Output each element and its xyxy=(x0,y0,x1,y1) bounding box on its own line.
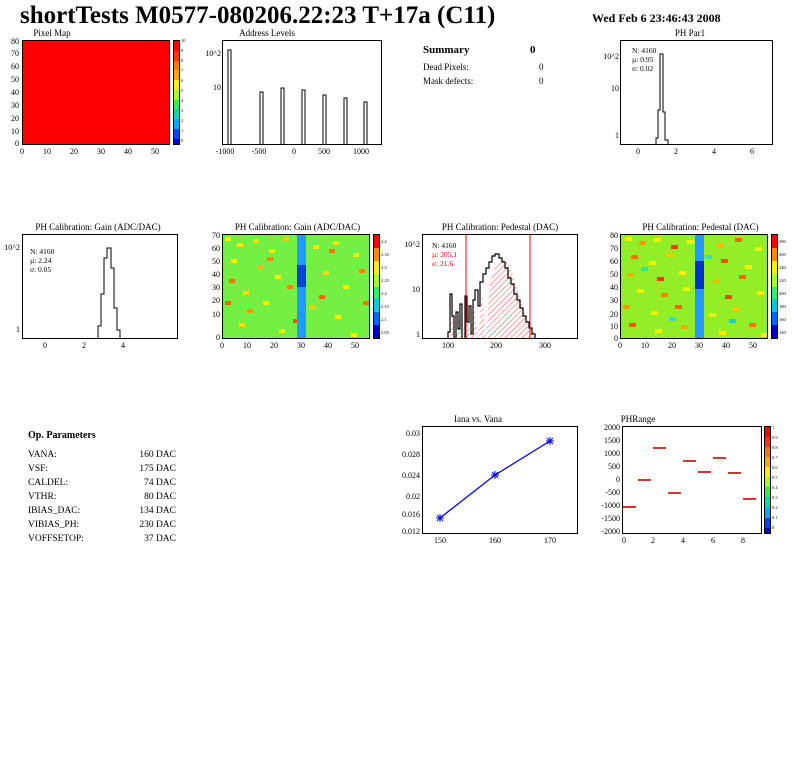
axis-tick-label: 60 xyxy=(610,257,618,266)
address-levels-plot xyxy=(222,40,382,145)
palette-label: 2 xyxy=(181,118,184,123)
op-param-value: 160 DAC xyxy=(139,450,176,460)
iana-vs-vana-title: Iana vs. Vana xyxy=(453,414,503,424)
axis-tick-label: 10^2 xyxy=(205,49,221,58)
palette-label: 4 xyxy=(181,98,184,103)
axis-tick-label: 0.016 xyxy=(402,510,420,519)
axis-tick-label: 40 xyxy=(212,270,220,279)
pedestal-map-pixels xyxy=(621,235,768,339)
pixel-map-title: Pixel Map xyxy=(33,28,71,38)
palette-label: 8 xyxy=(181,58,184,63)
palette-label: 10 xyxy=(181,38,186,43)
axis-tick-label: 0 xyxy=(614,334,618,343)
stat-line: N: 4160 xyxy=(432,241,457,250)
axis-tick-label: 6 xyxy=(711,536,715,545)
axis-tick-label: 0 xyxy=(216,333,220,342)
palette-label: 0.2 xyxy=(772,505,778,510)
palette-label: 180 xyxy=(779,304,786,309)
axis-tick-label: 0 xyxy=(616,475,620,484)
ph-cal-pedestal-hist-title: PH Calibration: Pedestal (DAC) xyxy=(441,222,559,232)
axis-tick-label: 100 xyxy=(442,341,454,350)
palette-label: 2.2 xyxy=(381,291,387,296)
axis-tick-label: 2 xyxy=(651,536,655,545)
axis-tick-label: 8 xyxy=(741,536,745,545)
address-levels-title: Address Levels xyxy=(239,28,295,38)
palette-label: 1 xyxy=(772,425,775,430)
axis-tick-label: 40 xyxy=(324,341,332,350)
axis-tick-label: 30 xyxy=(695,341,703,350)
axis-tick-label: 6 xyxy=(750,147,754,156)
axis-tick-label: 30 xyxy=(610,296,618,305)
palette-label: 140 xyxy=(779,330,786,335)
axis-tick-label: 30 xyxy=(97,147,105,156)
axis-tick-label: 10 xyxy=(610,322,618,331)
axis-tick-label: 0.012 xyxy=(402,527,420,536)
summary-row-label: Mask defects: xyxy=(423,76,474,86)
ph-cal-gain-stats xyxy=(30,247,54,274)
axis-tick-label: 4 xyxy=(681,536,685,545)
stat-line: µ: 2.24 xyxy=(30,256,52,265)
palette-label: 0.8 xyxy=(772,445,778,450)
axis-tick-label: 30 xyxy=(11,101,19,110)
axis-tick-label: 150 xyxy=(434,536,446,545)
ph-cal-gain-hist-title: PH Calibration: Gain (ADC/DAC) xyxy=(35,222,161,232)
palette-label: 0.6 xyxy=(772,465,778,470)
axis-tick-label: 0.028 xyxy=(402,450,420,459)
axis-tick-label: 2 xyxy=(82,341,86,350)
op-param-label: VTHR: xyxy=(28,492,57,502)
ph-cal-gain-map-title: PH Calibration: Gain (ADC/DAC) xyxy=(234,222,361,232)
op-param-label: CALDEL: xyxy=(28,478,69,488)
axis-tick-label: 60 xyxy=(11,62,19,71)
axis-tick-label: 10 xyxy=(43,147,51,156)
axis-tick-label: 170 xyxy=(544,536,556,545)
ph-cal-pedestal-map-title: PH Calibration: Pedestal (DAC) xyxy=(642,222,759,232)
op-param-label: VANA: xyxy=(28,450,57,460)
axis-tick-label: 10 xyxy=(611,84,619,93)
axis-tick-label: 0 xyxy=(20,147,24,156)
palette-label: 200 xyxy=(779,291,786,296)
iana-vs-vana-plot xyxy=(422,426,578,534)
axis-tick-label: 1000 xyxy=(353,147,369,156)
axis-tick-label: 0.03 xyxy=(406,429,420,438)
axis-tick-label: 10 xyxy=(412,285,420,294)
axis-tick-label: 500 xyxy=(608,462,620,471)
axis-tick-label: 20 xyxy=(11,114,19,123)
summary-heading-value: 0 xyxy=(530,44,536,56)
axis-tick-label: 80 xyxy=(11,37,19,46)
palette-label: 280 xyxy=(779,239,786,244)
axis-tick-label: 0 xyxy=(292,147,296,156)
summary-row-label: Dead Pixels: xyxy=(423,62,469,72)
axis-tick-label: 10 xyxy=(213,83,221,92)
axis-tick-label: 10 xyxy=(11,127,19,136)
color-palette xyxy=(771,234,778,339)
axis-tick-label: 10 xyxy=(212,310,220,319)
axis-tick-label: 50 xyxy=(11,75,19,84)
stat-line: N: 4160 xyxy=(632,46,657,55)
axis-tick-label: 50 xyxy=(151,147,159,156)
palette-label: 0.5 xyxy=(772,475,778,480)
axis-tick-label: 0 xyxy=(220,341,224,350)
axis-tick-label: 20 xyxy=(70,147,78,156)
palette-label: 1 xyxy=(181,128,184,133)
axis-tick-label: 50 xyxy=(749,341,757,350)
axis-tick-label: 10^2 xyxy=(603,52,619,61)
axis-tick-label: 60 xyxy=(212,244,220,253)
palette-label: 2.3 xyxy=(381,265,387,270)
axis-tick-label: 40 xyxy=(610,283,618,292)
axis-tick-label: 500 xyxy=(318,147,330,156)
palette-label: 2.1 xyxy=(381,317,387,322)
palette-label: 0.1 xyxy=(772,515,778,520)
axis-tick-label: 50 xyxy=(351,341,359,350)
axis-tick-label: 30 xyxy=(212,283,220,292)
axis-tick-label: 40 xyxy=(124,147,132,156)
axis-tick-label: 1 xyxy=(416,330,420,339)
axis-tick-label: -2000 xyxy=(601,527,620,536)
palette-label: 0.7 xyxy=(772,455,778,460)
stat-line: N: 4160 xyxy=(30,247,55,256)
axis-tick-label: 10 xyxy=(243,341,251,350)
axis-tick-label: 80 xyxy=(610,231,618,240)
axis-tick-label: 0.024 xyxy=(402,471,420,480)
phrange-title: PHRange xyxy=(620,414,656,424)
stat-line: µ: 0.95 xyxy=(632,55,654,64)
axis-tick-label: -1000 xyxy=(601,501,620,510)
axis-tick-label: 20 xyxy=(270,341,278,350)
axis-tick-label: 10^2 xyxy=(404,240,420,249)
op-param-label: VSF: xyxy=(28,464,49,474)
stat-line: σ: 0.05 xyxy=(30,265,52,274)
axis-tick-label: 70 xyxy=(11,49,19,58)
palette-label: 0.4 xyxy=(772,485,778,490)
axis-tick-label: 0 xyxy=(43,341,47,350)
op-param-value: 134 DAC xyxy=(139,506,176,516)
timestamp: Wed Feb 6 23:46:43 2008 xyxy=(592,11,721,25)
axis-tick-label: 4 xyxy=(712,147,716,156)
axis-tick-label: -1500 xyxy=(601,514,620,523)
axis-tick-label: 20 xyxy=(610,310,618,319)
palette-label: 2.35 xyxy=(381,252,389,257)
color-palette xyxy=(373,234,380,339)
op-param-value: 80 DAC xyxy=(144,492,176,502)
palette-label: 160 xyxy=(779,317,786,322)
summary-row-value: 0 xyxy=(539,62,544,72)
axis-tick-label: 1 xyxy=(16,325,20,334)
ph-par1-stats xyxy=(632,46,656,73)
axis-tick-label: 70 xyxy=(610,244,618,253)
axis-tick-label: 20 xyxy=(668,341,676,350)
op-parameters-heading: Op. Parameters xyxy=(28,430,96,441)
axis-tick-label: -1000 xyxy=(215,147,235,156)
op-param-label: VOFFSETOP: xyxy=(28,534,84,544)
axis-tick-label: 1500 xyxy=(604,436,620,445)
phrange-plot xyxy=(622,426,762,534)
axis-tick-label: 10 xyxy=(641,341,649,350)
axis-tick-label: 70 xyxy=(212,231,220,240)
axis-tick-label: 40 xyxy=(722,341,730,350)
summary-heading: Summary xyxy=(423,44,470,56)
palette-label: 2.05 xyxy=(381,330,389,335)
palette-label: 0 xyxy=(181,138,184,143)
palette-label: 2.25 xyxy=(381,278,389,283)
palette-label: 0 xyxy=(772,525,775,530)
axis-tick-label: 160 xyxy=(489,536,501,545)
summary-row-value: 0 xyxy=(539,76,544,86)
palette-label: 3 xyxy=(181,108,184,113)
axis-tick-label: 0.02 xyxy=(406,492,420,501)
op-param-label: VIBIAS_PH: xyxy=(28,520,80,530)
axis-tick-label: 0 xyxy=(618,341,622,350)
page-title: shortTests M0577-080206.22:23 T+17a (C11) xyxy=(20,2,496,29)
palette-label: 0.3 xyxy=(772,495,778,500)
op-param-value: 37 DAC xyxy=(144,534,176,544)
stat-line: σ: 0.02 xyxy=(632,64,654,73)
gain-map-pixels xyxy=(223,235,370,339)
axis-tick-label: 200 xyxy=(490,341,502,350)
stat-line: σ: 21.6 xyxy=(432,259,454,268)
op-param-label: IBIAS_DAC: xyxy=(28,506,81,516)
axis-tick-label: 0 xyxy=(636,147,640,156)
ph-cal-pedestal-stats xyxy=(432,241,457,268)
axis-tick-label: 1 xyxy=(615,131,619,140)
op-param-value: 175 DAC xyxy=(139,464,176,474)
palette-label: 240 xyxy=(779,265,786,270)
axis-tick-label: 0 xyxy=(622,536,626,545)
palette-label: 6 xyxy=(181,78,184,83)
color-palette xyxy=(764,426,771,534)
axis-tick-label: 40 xyxy=(11,88,19,97)
palette-label: 2.4 xyxy=(381,239,387,244)
op-param-value: 230 DAC xyxy=(139,520,176,530)
axis-tick-label: 2000 xyxy=(604,423,620,432)
axis-tick-label: 30 xyxy=(297,341,305,350)
axis-tick-label: 10^2 xyxy=(4,243,20,252)
ph-par1-title: PH Par1 xyxy=(674,28,706,38)
axis-tick-label: 0 xyxy=(15,139,19,148)
palette-label: 5 xyxy=(181,88,184,93)
stat-line: µ: 205.1 xyxy=(432,250,458,259)
axis-tick-label: 300 xyxy=(539,341,551,350)
color-palette xyxy=(173,40,180,145)
axis-tick-label: 1000 xyxy=(604,449,620,458)
palette-label: 2.15 xyxy=(381,304,389,309)
axis-tick-label: 50 xyxy=(212,257,220,266)
axis-tick-label: 2 xyxy=(674,147,678,156)
op-param-value: 74 DAC xyxy=(144,478,176,488)
palette-label: 7 xyxy=(181,68,184,73)
palette-label: 9 xyxy=(181,48,184,53)
palette-label: 0.9 xyxy=(772,435,778,440)
axis-tick-label: 20 xyxy=(212,296,220,305)
axis-tick-label: 4 xyxy=(121,341,125,350)
axis-tick-label: -500 xyxy=(251,147,267,156)
palette-label: 220 xyxy=(779,278,786,283)
axis-tick-label: 50 xyxy=(610,270,618,279)
palette-label: 260 xyxy=(779,252,786,257)
axis-tick-label: -500 xyxy=(605,488,620,497)
